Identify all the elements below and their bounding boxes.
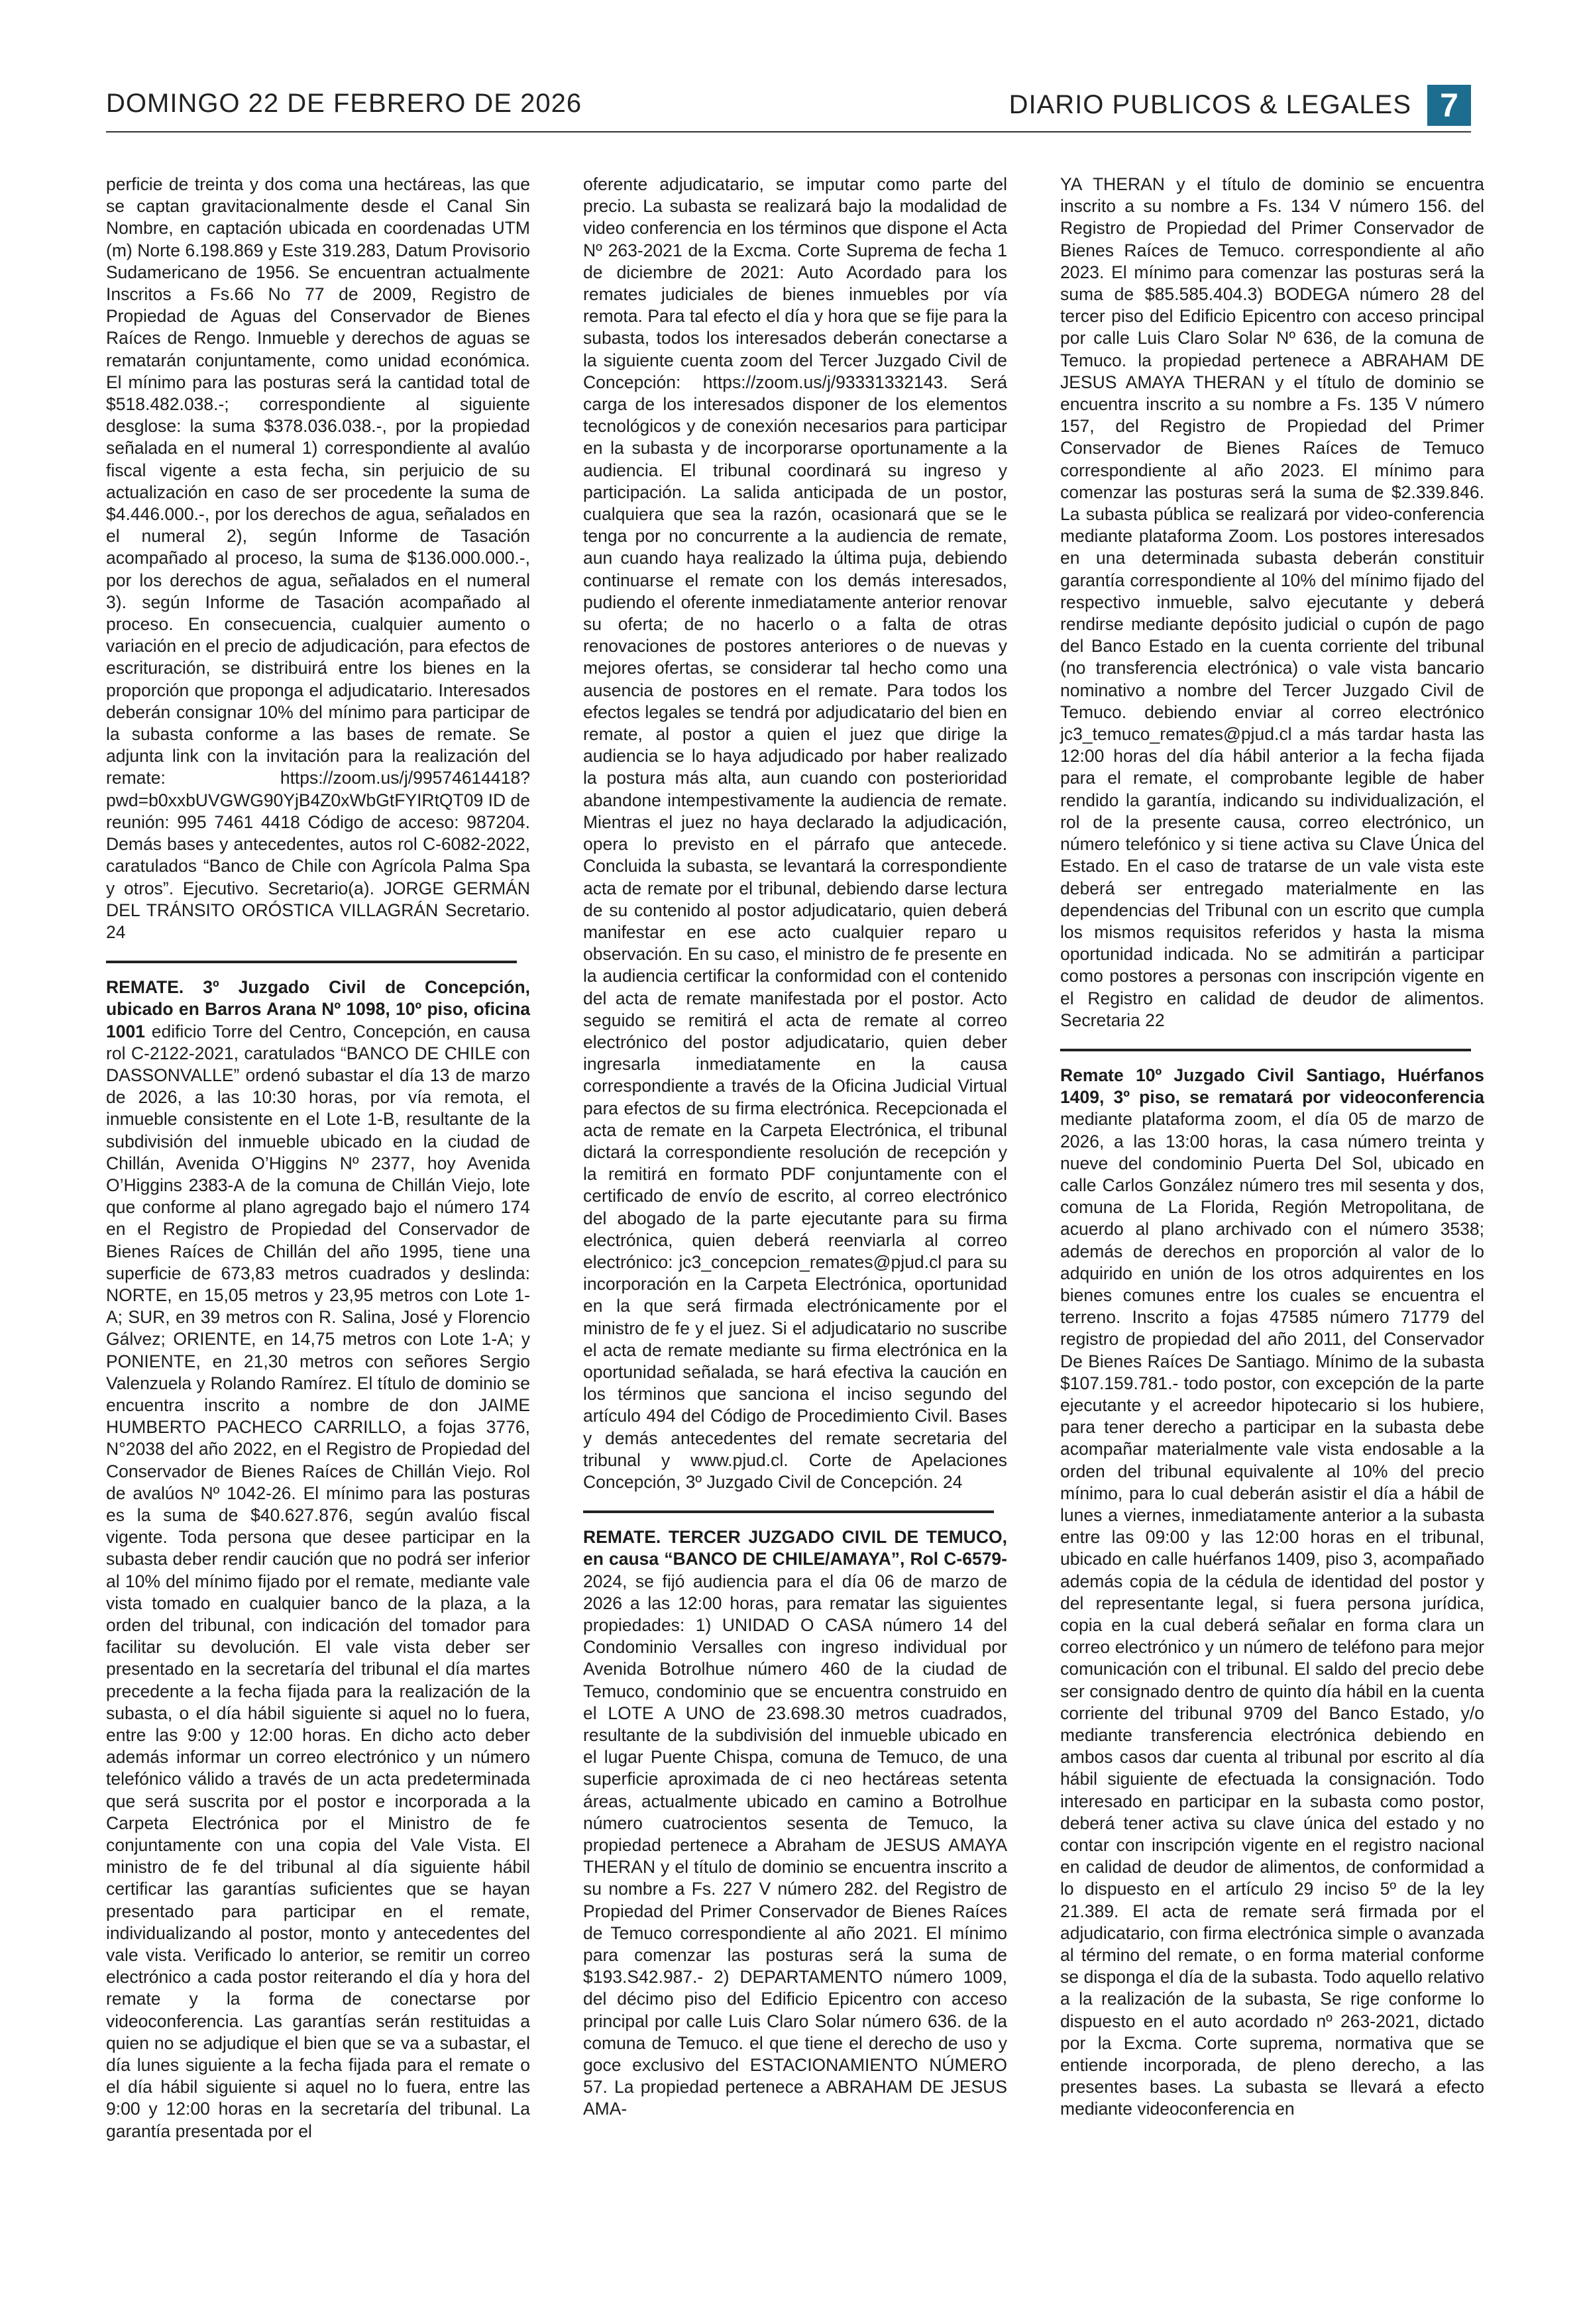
notice-continuation-text: perficie de treinta y dos coma una hectáreas, las que se captan gravitacionalmente desde el Canal Sin Nombre, en captación ubicada en coordenadas UTM (m) Norte 6.198.869 y Este 319.283, Datum Provisorio Sudamericano de 1956. Se encuentran actualmente Inscritos a Fs.66 No 77 de 2009, Registro de Propiedad de Aguas del Conservador de Bienes Raíces de Rengo. Inmueble y derechos de aguas se rematarán conjuntamente, como unidad económica. El mínimo para las posturas será la cantidad total de $518.482.038.-; correspondiente al siguiente desglose: la suma $378.036.038.-, por la propiedad señalada en el numeral 1) correspondiente al avalúo fiscal vigente a esta fecha, sin perjuicio de su actualización en caso de ser procedente la suma de $4.446.000.-, por los derechos de agua, señalados en el numeral 2), según Informe de Tasación acompañado al proceso, la suma de $136.000.000.-, por los derechos de agua, señalados en el numeral 3). según Informe de Tasación acompañado al proceso. En consecuencia, cualquier aumento o variación en el precio de adjudicación, para efectos de escrituración, se distribuirá entre los bienes en la proporción que proponga el adjudicatario. Interesados deberán consignar 10% del mínimo para participar de la subasta conforme a las bases de remate. Se adjunta link con la invitación para la realización del remate: https://zoom.us/j/99574614418?pwd=b0xxbUVGWG90YjB4Z0xWbGtFYIRtQT09 ID de reunión: 995 7461 4418 Código de acceso: 987204. Demás bases y antecedentes, autos rol C-6082-2022, caratulados “Banco de Chile con Agrícola Palma Spa y otros”. Ejecutivo. Secretario(a). JORGE GERMÁN DEL TRÁNSITO ORÓSTICA VILLAGRÁN Secretario. 24 [106, 174, 530, 942]
column-3 [1060, 174, 1484, 2121]
header-rule [106, 131, 1471, 132]
notice-heading: REMATE. 3º Juzgado Civil de Concepción, ubicado en Barros Arana Nº 1098, 10º piso, oficina 1001 [106, 977, 530, 1041]
page-header [106, 85, 1471, 131]
notice-body: edificio Torre del Centro, Concepción, en causa rol C-2122-2021, caratulados “BANCO DE CHILE con DASSONVALLE” ordenó subastar el día 13 de marzo de 2026, a las 10:30 horas, por vía remota, el inmueble consistente en el Lote 1-B, resultante de la subdivisión del inmueble ubicado en la ciudad de Chillán, Avenida O’Higgins Nº 2377, hoy Avenida O’Higgins 2383-A de la comuna de Chillán Viejo, lote que conforme al plano agregado bajo el número 174 en el Registro de Propiedad del Conservador de Bienes Raíces de Chillán del año 1995, tiene una superficie de 673,83 metros cuadrados y deslinda: NORTE, en 15,05 metros y 23,95 metros con Lote 1-A; SUR, en 39 metros con R. Salina, José y Florencio Gálvez; ORIENTE, en 14,75 metros con Lote 1-A; y PONIENTE, en 21,30 metros con señores Sergio Valenzuela y Rolando Ramírez. El título de dominio se encuentra inscrito a nombre de don JAIME HUMBERTO PACHECO CARRILLO, a fojas 3776, N°2038 del año 2022, en el Registro de Propiedad del Conservador de Bienes Raíces de Chillán Viejo. Rol de avalúos Nº 1042-26. El mínimo para las posturas es la suma de $40.627.876, según avalúo fiscal vigente. Toda persona que desee participar en la subasta deber rendir caución que no podrá ser inferior al 10% del mínimo fijado por el remate, mediante vale vista tomado en cualquier banco de la plaza, a la orden del tribunal, con indicación del tomador para facilitar su devolución. El vale vista deber ser presentado en la secretaría del tribunal el día martes precedente a la fecha fijada para la realización de la subasta, o el día hábil siguiente si aquel no lo fuera, entre las 9:00 y 12:00 horas. En dicho acto deber además informar un correo electrónico y un número telefónico válido a través de un acta predeterminada que será suscrita por el postor e incorporada a la Carpeta Electrónica por el Ministro de fe conjuntamente con una copia del Vale Vista. El ministro de fe del tribunal al día siguiente hábil certificar las garantías suficientes que se hayan presentado para participar en el remate, individualizando al postor, monto y antecedentes del vale vista. Verificado lo anterior, se remitir un correo electrónico a cada postor reiterando el día y hora del remate y la forma de conectarse por videoconferencia. Las garantías serán restituidas a quien no se adjudique el bien que se va a subastar, el día lunes siguiente a la fecha fijada para el remate o el día hábil siguiente si aquel no lo fuera, entre las 9:00 y 12:00 horas en la secretaría del tribunal. La garantía presentada por el [106, 1021, 530, 2141]
column-1 [106, 174, 530, 2142]
notice-body: 2024, se fijó audiencia para el día 06 de marzo de 2026 a las 12:00 horas, para rematar las siguientes propiedades: 1) UNIDAD O CASA número 14 del Condominio Versalles con ingreso individual por Avenida Botrolhue número 460 de la ciudad de Temuco, condominio que se encuentra construido en el LOTE A UNO de 23.698.30 metros cuadrados, resultante de la subdivisión del inmueble ubicado en el lugar Puente Chispa, comuna de Temuco, de una superficie aproximada de ci neo hectáreas setenta áreas, actualmente ubicado en camino a Botrolhue número cuatrocientos sesenta de Temuco, la propiedad pertenece a Abraham de JESUS AMAYA THERAN y el título de dominio se encuentra inscrito a su nombre a Fs. 227 V número 282. del Registro de Propiedad del Primer Conservador de Bienes Raíces de Temuco correspondiente al año 2021. El mínimo para comenzar las posturas será la suma de $193.S42.987.- 2) DEPARTAMENTO número 1009, del décimo piso del Edificio Epicentro con acceso principal por calle Luis Claro Solar número 636. de la comuna de Temuco. el que tiene el derecho de uso y goce exclusivo del ESTACIONAMIENTO NÚMERO 57. La propiedad pertenece a ABRAHAM DE JESUS AMA- [583, 1571, 1007, 2119]
page-number-badge: 7 [1427, 85, 1471, 126]
notice-separator [583, 1510, 994, 1513]
notice-heading: REMATE. TERCER JUZGADO CIVIL DE TEMUCO, en causa “BANCO DE CHILE/AMAYA”, Rol C-6579- [583, 1527, 1007, 1569]
notice-heading: Remate 10º Juzgado Civil Santiago, Huérfanos 1409, 3º piso, se rematará por videoconferencia [1060, 1065, 1484, 1108]
notice-separator [106, 961, 517, 963]
notice-continuation-text: YA THERAN y el título de dominio se encuentra inscrito a su nombre a Fs. 134 V número 156. del Registro de Propiedad del Primer Conservador de Bienes Raíces de Temuco. correspondiente al año 2023. El mínimo para comenzar las posturas será la suma de $85.585.404.3) BODEGA número 28 del tercer piso del Edificio Epicentro con acceso principal por calle Luis Claro Solar Nº 636, de la comuna de Temuco. la propiedad pertenece a ABRAHAM DE JESUS AMAYA THERAN y el título de dominio se encuentra inscrito a su nombre a Fs. 135 V número 157, del Registro de Propiedad del Primer Conservador de Bienes Raíces de Temuco correspondiente al año 2023. El mínimo para comenzar las posturas será la suma de $2.339.846. La subasta pública se realizará por video-conferencia mediante plataforma Zoom. Los postores interesados en una determinada subasta deberán constituir garantía correspondiente al 10% del mínimo fijado del respectivo inmueble, salvo ejecutante y deberá rendirse mediante depósito judicial o cupón de pago del Banco Estado en la cuenta corriente del tribunal (no transferencia electrónica) o vale vista bancario nominativo a nombre del Tercer Juzgado Civil de Temuco. debiendo enviar al correo electrónico jc3_temuco_remates@pjud.cl a más tardar hasta las 12:00 horas del día hábil anterior a la fecha fijada para el remate, el comprobante legible de haber rendido la garantía, indicando su individualización, el rol de la presente causa, correo electrónico, un número telefónico y si tiene activa su Clave Única del Estado. En el caso de tratarse de un vale vista este deberá ser entregado materialmente en las dependencias del Tribunal con un escrito que cumpla los mismos requisitos referidos y hasta la misma oportunidad indicada. No se admitirán a participar como postores a personas con inscripción vigente en el Registro en calidad de deudor de alimentos. Secretaria 22 [1060, 174, 1484, 1030]
newspaper-name: DIARIO PUBLICOS & LEGALES [1009, 90, 1411, 119]
notice-santiago-10 [1060, 1065, 1484, 2121]
notice-concepcion-3 [106, 977, 530, 2142]
issue-date: DOMINGO 22 DE FEBRERO DE 2026 [106, 89, 582, 118]
notice-body: mediante plataforma zoom, el día 05 de marzo de 2026, a las 13:00 horas, la casa número treinta y nueve del condominio Puerta Del Sol, ubicado en calle Carlos González número tres mil sesenta y dos, comuna de La Florida, Región Metropolitana, de acuerdo al plano archivado con el número 3538; además de derechos en proporción al valor de lo adquirido en unión de los otros adquirentes en los bienes comunes entre los cuales se encuentra el terreno. Inscrito a fojas 47585 número 71779 del registro de propiedad del año 2011, del Conservador De Bienes Raíces De Santiago. Mínimo de la subasta $107.159.781.- todo postor, con excepción de la parte ejecutante y el acreedor hipotecario si los hubiere, para tener derecho a participar en la subasta debe acompañar materialmente vale vista endosable a la orden del tribunal equivalente al 10% del precio mínimo, para lo cual deberán asistir el día a hábil de lunes a viernes, inmediatamente anterior a la subasta entre las 09:00 y las 12:00 horas en el tribunal, ubicado en calle huérfanos 1409, piso 3, acompañado además copia de la cédula de identidad del postor y del representante legal, si fuera persona jurídica, copia en la cual deberá señalar en forma clara un correo electrónico y un número de teléfono para mejor comunicación con el tribunal. El saldo del precio debe ser consignado dentro de quinto día hábil en la cuenta corriente del tribunal 9709 del Banco Estado, y/o mediante transferencia electrónica debiendo en ambos casos dar cuenta al tribunal por escrito al día hábil siguiente de efectuada la consignación. Todo interesado en participar en la subasta como postor, deberá tener activa su clave única del estado y no contar con inscripción vigente en el registro nacional en calidad de deudor de alimentos, de conformidad a lo dispuesto en el artículo 29 inciso 5º de la ley 21.389. El acta de remate será firmada por el adjudicatario, con firma electrónica simple o avanzada al término del remate, o en forma material conforme se disponga el día de la subasta. Todo aquello relativo a la realización de la subasta, Se rige conforme lo dispuesto en el auto acordado nº 263-2021, dictado por la Excma. Corte suprema, normativa que se entiende incorporada, de pleno derecho, a las presentes bases. La subasta se llevará a efecto mediante videoconferencia en [1060, 1109, 1484, 2119]
notice-temuco-3 [583, 1526, 1007, 2120]
column-2 [583, 174, 1007, 2121]
notice-separator [1060, 1049, 1471, 1051]
notice-continuation-text: oferente adjudicatario, se imputar como parte del precio. La subasta se realizará bajo la modalidad de video conferencia en los términos que dispone el Acta Nº 263-2021 de la Excma. Corte Suprema de fecha 1 de diciembre de 2021: Auto Acordado para los remates judiciales de bienes inmuebles por vía remota. Para tal efecto el día y hora que se fije para la subasta, todos los interesados deberán conectarse a la siguiente cuenta zoom del Tercer Juzgado Civil de Concepción: https://zoom.us/j/93331332143. Será carga de los interesados disponer de los elementos tecnológicos y de conexión necesarios para participar en la subasta y de incorporarse oportunamente a la audiencia. El tribunal coordinará su ingreso y participación. La salida anticipada de un postor, cualquiera que sea la razón, ocasionará que se le tenga por no concurrente a la audiencia de remate, aun cuando haya realizado la última puja, debiendo continuarse el remate con los demás interesados, pudiendo el oferente inmediatamente anterior renovar su oferta; de no hacerlo o a falta de otras renovaciones de postores anteriores o de nuevas y mejores ofertas, se considerar tal hecho como una ausencia de postores en el remate. Para todos los efectos legales se tendrá por adjudicatario del bien en remate, al postor a quien el juez que dirige la audiencia se lo haya adjudicado por haber realizado la postura más alta, aun cuando con posterioridad abandone intempestivamente la audiencia de remate. Mientras el juez no haya declarado la adjudicación, opera lo previsto en el párrafo que antecede. Concluida la subasta, se levantará la correspondiente acta de remate por el tribunal, debiendo darse lectura de su contenido al postor adjudicatario, quien deberá manifestar en ese acto cualquier reparo u observación. En su caso, el ministro de fe presente en la audiencia certificar la conformidad con el contenido del acta de remate manifestada por el postor. Acto seguido se remitirá el acta de remate al correo electrónico del postor adjudicatario, quien deber ingresarla inmediatamente en la causa correspondiente a través de la Oficina Judicial Virtual para efectos de su firma electrónica. Recepcionada el acta de remate en la Carpeta Electrónica, el tribunal dictará la correspondiente resolución de recepción y la remitirá en formato PDF conjuntamente con el certificado de envío de escrito, al correo electrónico del abogado de la parte ejecutante para su firma electrónica, quien deberá reenviarla al correo electrónico: jc3_concepcion_remates@pjud.cl para su incorporación en la Carpeta Electrónica, oportunidad en la que será firmada electrónicamente por el ministro de fe y el juez. Si el adjudicatario no suscribe el acta de remate mediante su firma electrónica en la oportunidad señalada, se hará efectiva la caución en los términos que sanciona el inciso segundo del artículo 494 del Código de Procedimiento Civil. Bases y demás antecedentes del remate secretaria del tribunal y www.pjud.cl. Corte de Apelaciones Concepción, 3º Juzgado Civil de Concepción. 24 [583, 174, 1007, 1492]
